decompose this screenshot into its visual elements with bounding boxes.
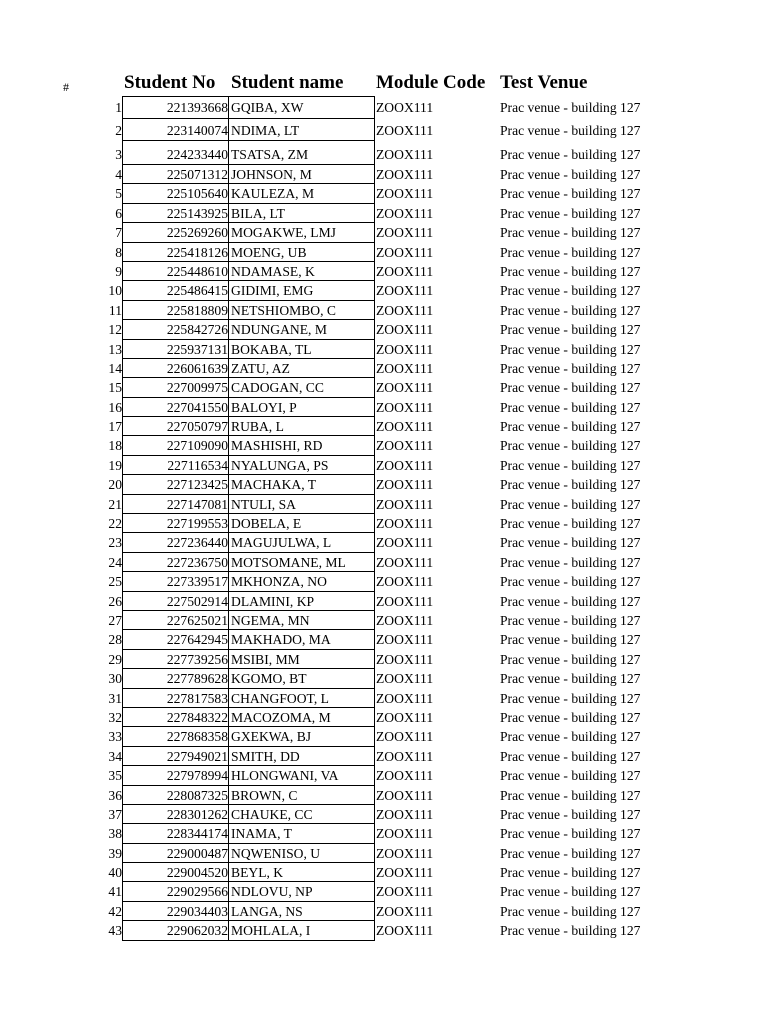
module-code-cell: ZOOX111 (376, 399, 434, 415)
table-row (0, 456, 768, 475)
module-code-cell: ZOOX111 (376, 923, 434, 939)
student-name-cell: HLONGWANI, VA (229, 766, 375, 785)
row-number: 5 (115, 186, 122, 202)
test-venue-cell: Prac venue - building 127 (500, 457, 641, 473)
test-venue-cell: Prac venue - building 127 (500, 477, 641, 493)
table-row (0, 475, 768, 494)
student-name-cell: MAKHADO, MA (229, 630, 375, 649)
header-hash: # (63, 80, 69, 94)
student-name-cell: NETSHIOMBO, C (229, 301, 375, 320)
test-venue-cell: Prac venue - building 127 (500, 729, 641, 745)
test-venue-cell: Prac venue - building 127 (500, 787, 641, 803)
module-code-cell: ZOOX111 (376, 380, 434, 396)
student-number-cell: 228301262 (122, 805, 229, 824)
module-code-cell: ZOOX111 (376, 729, 434, 745)
test-venue-cell: Prac venue - building 127 (500, 574, 641, 590)
row-number: 25 (108, 574, 122, 590)
module-code-cell: ZOOX111 (376, 496, 434, 512)
table-row (0, 96, 768, 119)
test-venue-cell: Prac venue - building 127 (500, 845, 641, 861)
test-venue-cell: Prac venue - building 127 (500, 496, 641, 512)
table-row (0, 708, 768, 727)
student-name-cell: NGEMA, MN (229, 611, 375, 630)
student-number-cell: 227116534 (122, 456, 229, 475)
row-number: 43 (108, 923, 122, 939)
test-venue-cell: Prac venue - building 127 (500, 516, 641, 532)
test-venue-cell: Prac venue - building 127 (500, 632, 641, 648)
student-number-cell: 225418126 (122, 243, 229, 262)
module-code-cell: ZOOX111 (376, 341, 434, 357)
student-number-cell: 225071312 (122, 165, 229, 184)
module-code-cell: ZOOX111 (376, 457, 434, 473)
header-student-no: Student No (124, 72, 216, 93)
row-number: 16 (108, 399, 122, 415)
test-venue-cell: Prac venue - building 127 (500, 865, 641, 881)
row-number: 6 (115, 205, 122, 221)
row-number: 41 (108, 884, 122, 900)
row-number: 15 (108, 380, 122, 396)
row-number: 21 (108, 496, 122, 512)
module-code-cell: ZOOX111 (376, 419, 434, 435)
row-number: 9 (115, 263, 122, 279)
row-number: 32 (108, 709, 122, 725)
student-number-cell: 225105640 (122, 184, 229, 203)
student-name-cell: INAMA, T (229, 824, 375, 843)
module-code-cell: ZOOX111 (376, 322, 434, 338)
student-number-cell: 225143925 (122, 204, 229, 223)
module-code-cell: ZOOX111 (376, 884, 434, 900)
test-venue-cell: Prac venue - building 127 (500, 283, 641, 299)
student-number-cell: 229029566 (122, 882, 229, 901)
module-code-cell: ZOOX111 (376, 263, 434, 279)
row-number: 13 (108, 341, 122, 357)
test-venue-cell: Prac venue - building 127 (500, 826, 641, 842)
student-name-cell: MACHAKA, T (229, 475, 375, 494)
module-code-cell: ZOOX111 (376, 865, 434, 881)
test-venue-cell: Prac venue - building 127 (500, 399, 641, 415)
student-number-cell: 227236750 (122, 553, 229, 572)
test-venue-cell: Prac venue - building 127 (500, 806, 641, 822)
student-number-cell: 227050797 (122, 417, 229, 436)
table-row (0, 863, 768, 882)
row-number: 2 (115, 122, 122, 138)
student-number-cell: 229004520 (122, 863, 229, 882)
table-row (0, 805, 768, 824)
row-number: 27 (108, 612, 122, 628)
student-number-cell: 225842726 (122, 320, 229, 339)
student-name-cell: CADOGAN, CC (229, 378, 375, 397)
student-number-cell: 225269260 (122, 223, 229, 242)
student-name-cell: BALOYI, P (229, 398, 375, 417)
student-number-cell: 228344174 (122, 824, 229, 843)
table-row (0, 786, 768, 805)
module-code-cell: ZOOX111 (376, 477, 434, 493)
student-name-cell: CHANGFOOT, L (229, 689, 375, 708)
module-code-cell: ZOOX111 (376, 516, 434, 532)
student-name-cell: MASHISHI, RD (229, 436, 375, 455)
student-number-cell: 227848322 (122, 708, 229, 727)
table-row (0, 141, 768, 165)
table-row (0, 514, 768, 533)
student-number-cell: 227236440 (122, 533, 229, 552)
table-row (0, 727, 768, 746)
student-number-cell: 227041550 (122, 398, 229, 417)
table-row (0, 747, 768, 766)
module-code-cell: ZOOX111 (376, 845, 434, 861)
module-code-cell: ZOOX111 (376, 709, 434, 725)
student-number-cell: 227739256 (122, 650, 229, 669)
row-number: 40 (108, 865, 122, 881)
module-code-cell: ZOOX111 (376, 632, 434, 648)
table-row (0, 340, 768, 359)
student-name-cell: NYALUNGA, PS (229, 456, 375, 475)
test-venue-cell: Prac venue - building 127 (500, 768, 641, 784)
table-row (0, 165, 768, 184)
table-row (0, 650, 768, 669)
table-row (0, 184, 768, 203)
table-row (0, 281, 768, 300)
module-code-cell: ZOOX111 (376, 612, 434, 628)
table-row (0, 301, 768, 320)
test-venue-cell: Prac venue - building 127 (500, 535, 641, 551)
test-venue-cell: Prac venue - building 127 (500, 322, 641, 338)
student-number-cell: 221393668 (122, 96, 229, 119)
test-venue-cell: Prac venue - building 127 (500, 748, 641, 764)
table-row (0, 824, 768, 843)
table-row (0, 359, 768, 378)
table-row (0, 689, 768, 708)
table-row (0, 436, 768, 455)
table-row (0, 417, 768, 436)
student-number-cell: 227339517 (122, 572, 229, 591)
table-row (0, 882, 768, 901)
test-venue-cell: Prac venue - building 127 (500, 554, 641, 570)
student-number-cell: 229034403 (122, 902, 229, 921)
row-number: 35 (108, 768, 122, 784)
row-number: 42 (108, 903, 122, 919)
module-code-cell: ZOOX111 (376, 574, 434, 590)
student-name-cell: MACOZOMA, M (229, 708, 375, 727)
row-number: 3 (115, 147, 122, 162)
module-code-cell: ZOOX111 (376, 651, 434, 667)
row-number: 34 (108, 748, 122, 764)
module-code-cell: ZOOX111 (376, 147, 434, 162)
row-number: 20 (108, 477, 122, 493)
test-venue-cell: Prac venue - building 127 (500, 593, 641, 609)
student-number-cell: 227868358 (122, 727, 229, 746)
student-name-cell: NDAMASE, K (229, 262, 375, 281)
student-number-cell: 227642945 (122, 630, 229, 649)
module-code-cell: ZOOX111 (376, 806, 434, 822)
student-name-cell: NTULI, SA (229, 495, 375, 514)
student-name-cell: MOGAKWE, LMJ (229, 223, 375, 242)
student-name-cell: BROWN, C (229, 786, 375, 805)
table-row (0, 204, 768, 223)
row-number: 4 (115, 167, 122, 182)
row-number: 29 (108, 651, 122, 667)
student-number-cell: 224233440 (122, 141, 229, 165)
test-venue-cell: Prac venue - building 127 (500, 244, 641, 260)
test-venue-cell: Prac venue - building 127 (500, 438, 641, 454)
student-number-cell: 227502914 (122, 592, 229, 611)
module-code-cell: ZOOX111 (376, 535, 434, 551)
table-row (0, 611, 768, 630)
student-number-cell: 223140074 (122, 119, 229, 142)
row-number: 22 (108, 516, 122, 532)
student-name-cell: BEYL, K (229, 863, 375, 882)
module-code-cell: ZOOX111 (376, 903, 434, 919)
row-number: 33 (108, 729, 122, 745)
student-name-cell: MKHONZA, NO (229, 572, 375, 591)
module-code-cell: ZOOX111 (376, 100, 434, 115)
row-number: 30 (108, 671, 122, 687)
test-venue-cell: Prac venue - building 127 (500, 302, 641, 318)
row-number: 39 (108, 845, 122, 861)
test-venue-cell: Prac venue - building 127 (500, 263, 641, 279)
module-code-cell: ZOOX111 (376, 768, 434, 784)
module-code-cell: ZOOX111 (376, 671, 434, 687)
student-name-cell: LANGA, NS (229, 902, 375, 921)
student-name-cell: JOHNSON, M (229, 165, 375, 184)
row-number: 19 (108, 457, 122, 473)
student-number-cell: 227199553 (122, 514, 229, 533)
test-venue-cell: Prac venue - building 127 (500, 709, 641, 725)
module-code-cell: ZOOX111 (376, 283, 434, 299)
module-code-cell: ZOOX111 (376, 554, 434, 570)
student-number-cell: 227817583 (122, 689, 229, 708)
table-row (0, 119, 768, 142)
student-name-cell: NDUNGANE, M (229, 320, 375, 339)
header-test-venue: Test Venue (500, 72, 588, 93)
student-number-cell: 227123425 (122, 475, 229, 494)
test-venue-cell: Prac venue - building 127 (500, 205, 641, 221)
student-number-cell: 225486415 (122, 281, 229, 300)
row-number: 38 (108, 826, 122, 842)
table-row (0, 243, 768, 262)
row-number: 12 (108, 322, 122, 338)
student-name-cell: NDIMA, LT (229, 119, 375, 142)
module-code-cell: ZOOX111 (376, 748, 434, 764)
table-row (0, 921, 768, 940)
test-venue-cell: Prac venue - building 127 (500, 147, 641, 162)
module-code-cell: ZOOX111 (376, 244, 434, 260)
student-name-cell: NDLOVU, NP (229, 882, 375, 901)
student-number-cell: 225448610 (122, 262, 229, 281)
student-number-cell: 226061639 (122, 359, 229, 378)
table-row (0, 378, 768, 397)
table-row (0, 902, 768, 921)
test-venue-cell: Prac venue - building 127 (500, 341, 641, 357)
module-code-cell: ZOOX111 (376, 438, 434, 454)
student-name-cell: MOTSOMANE, ML (229, 553, 375, 572)
row-number: 26 (108, 593, 122, 609)
table-row (0, 320, 768, 339)
test-venue-cell: Prac venue - building 127 (500, 651, 641, 667)
student-name-cell: GXEKWA, BJ (229, 727, 375, 746)
table-row (0, 630, 768, 649)
table-row (0, 592, 768, 611)
test-venue-cell: Prac venue - building 127 (500, 690, 641, 706)
student-number-cell: 227625021 (122, 611, 229, 630)
student-name-cell: DOBELA, E (229, 514, 375, 533)
table-row (0, 262, 768, 281)
student-name-cell: GIDIMI, EMG (229, 281, 375, 300)
table-row (0, 495, 768, 514)
test-venue-cell: Prac venue - building 127 (500, 419, 641, 435)
table-row (0, 669, 768, 688)
student-name-cell: MSIBI, MM (229, 650, 375, 669)
module-code-cell: ZOOX111 (376, 787, 434, 803)
student-name-cell: TSATSA, ZM (229, 141, 375, 165)
test-venue-cell: Prac venue - building 127 (500, 360, 641, 376)
row-number: 10 (108, 283, 122, 299)
student-number-cell: 227009975 (122, 378, 229, 397)
student-name-cell: NQWENISO, U (229, 844, 375, 863)
test-venue-cell: Prac venue - building 127 (500, 122, 641, 138)
module-code-cell: ZOOX111 (376, 360, 434, 376)
student-name-cell: DLAMINI, KP (229, 592, 375, 611)
student-number-cell: 228087325 (122, 786, 229, 805)
test-venue-cell: Prac venue - building 127 (500, 100, 641, 115)
student-number-cell: 225818809 (122, 301, 229, 320)
row-number: 31 (108, 690, 122, 706)
student-name-cell: MOENG, UB (229, 243, 375, 262)
student-number-cell: 227109090 (122, 436, 229, 455)
row-number: 28 (108, 632, 122, 648)
test-venue-cell: Prac venue - building 127 (500, 671, 641, 687)
row-number: 23 (108, 535, 122, 551)
row-number: 7 (115, 225, 122, 241)
test-venue-cell: Prac venue - building 127 (500, 884, 641, 900)
student-name-cell: GQIBA, XW (229, 96, 375, 119)
table-row (0, 553, 768, 572)
module-code-cell: ZOOX111 (376, 122, 434, 138)
test-venue-cell: Prac venue - building 127 (500, 225, 641, 241)
student-number-cell: 227978994 (122, 766, 229, 785)
test-venue-cell: Prac venue - building 127 (500, 167, 641, 182)
test-venue-cell: Prac venue - building 127 (500, 186, 641, 202)
test-venue-cell: Prac venue - building 127 (500, 923, 641, 939)
test-venue-cell: Prac venue - building 127 (500, 612, 641, 628)
student-name-cell: ZATU, AZ (229, 359, 375, 378)
module-code-cell: ZOOX111 (376, 593, 434, 609)
module-code-cell: ZOOX111 (376, 167, 434, 182)
student-name-cell: KAULEZA, M (229, 184, 375, 203)
header-module-code: Module Code (376, 72, 486, 93)
header-student-name: Student name (231, 72, 344, 93)
table-row (0, 766, 768, 785)
module-code-cell: ZOOX111 (376, 302, 434, 318)
row-number: 24 (108, 554, 122, 570)
table-row (0, 223, 768, 242)
row-number: 18 (108, 438, 122, 454)
student-name-cell: CHAUKE, CC (229, 805, 375, 824)
table-row (0, 533, 768, 552)
test-venue-cell: Prac venue - building 127 (500, 380, 641, 396)
table-row (0, 572, 768, 591)
student-name-cell: KGOMO, BT (229, 669, 375, 688)
student-number-cell: 229062032 (122, 921, 229, 940)
student-number-cell: 225937131 (122, 340, 229, 359)
student-name-cell: BILA, LT (229, 204, 375, 223)
student-name-cell: MOHLALA, I (229, 921, 375, 940)
row-number: 8 (115, 244, 122, 260)
student-number-cell: 229000487 (122, 844, 229, 863)
module-code-cell: ZOOX111 (376, 225, 434, 241)
table-row (0, 844, 768, 863)
module-code-cell: ZOOX111 (376, 826, 434, 842)
student-name-cell: MAGUJULWA, L (229, 533, 375, 552)
row-number: 17 (108, 419, 122, 435)
row-number: 11 (108, 302, 122, 318)
row-number: 1 (115, 100, 122, 115)
student-name-cell: RUBA, L (229, 417, 375, 436)
student-name-cell: SMITH, DD (229, 747, 375, 766)
table-row (0, 398, 768, 417)
student-number-cell: 227789628 (122, 669, 229, 688)
student-name-cell: BOKABA, TL (229, 340, 375, 359)
test-venue-cell: Prac venue - building 127 (500, 903, 641, 919)
module-code-cell: ZOOX111 (376, 205, 434, 221)
student-number-cell: 227949021 (122, 747, 229, 766)
row-number: 37 (108, 806, 122, 822)
row-number: 36 (108, 787, 122, 803)
module-code-cell: ZOOX111 (376, 186, 434, 202)
student-table (0, 96, 768, 941)
student-number-cell: 227147081 (122, 495, 229, 514)
row-number: 14 (108, 360, 122, 376)
module-code-cell: ZOOX111 (376, 690, 434, 706)
